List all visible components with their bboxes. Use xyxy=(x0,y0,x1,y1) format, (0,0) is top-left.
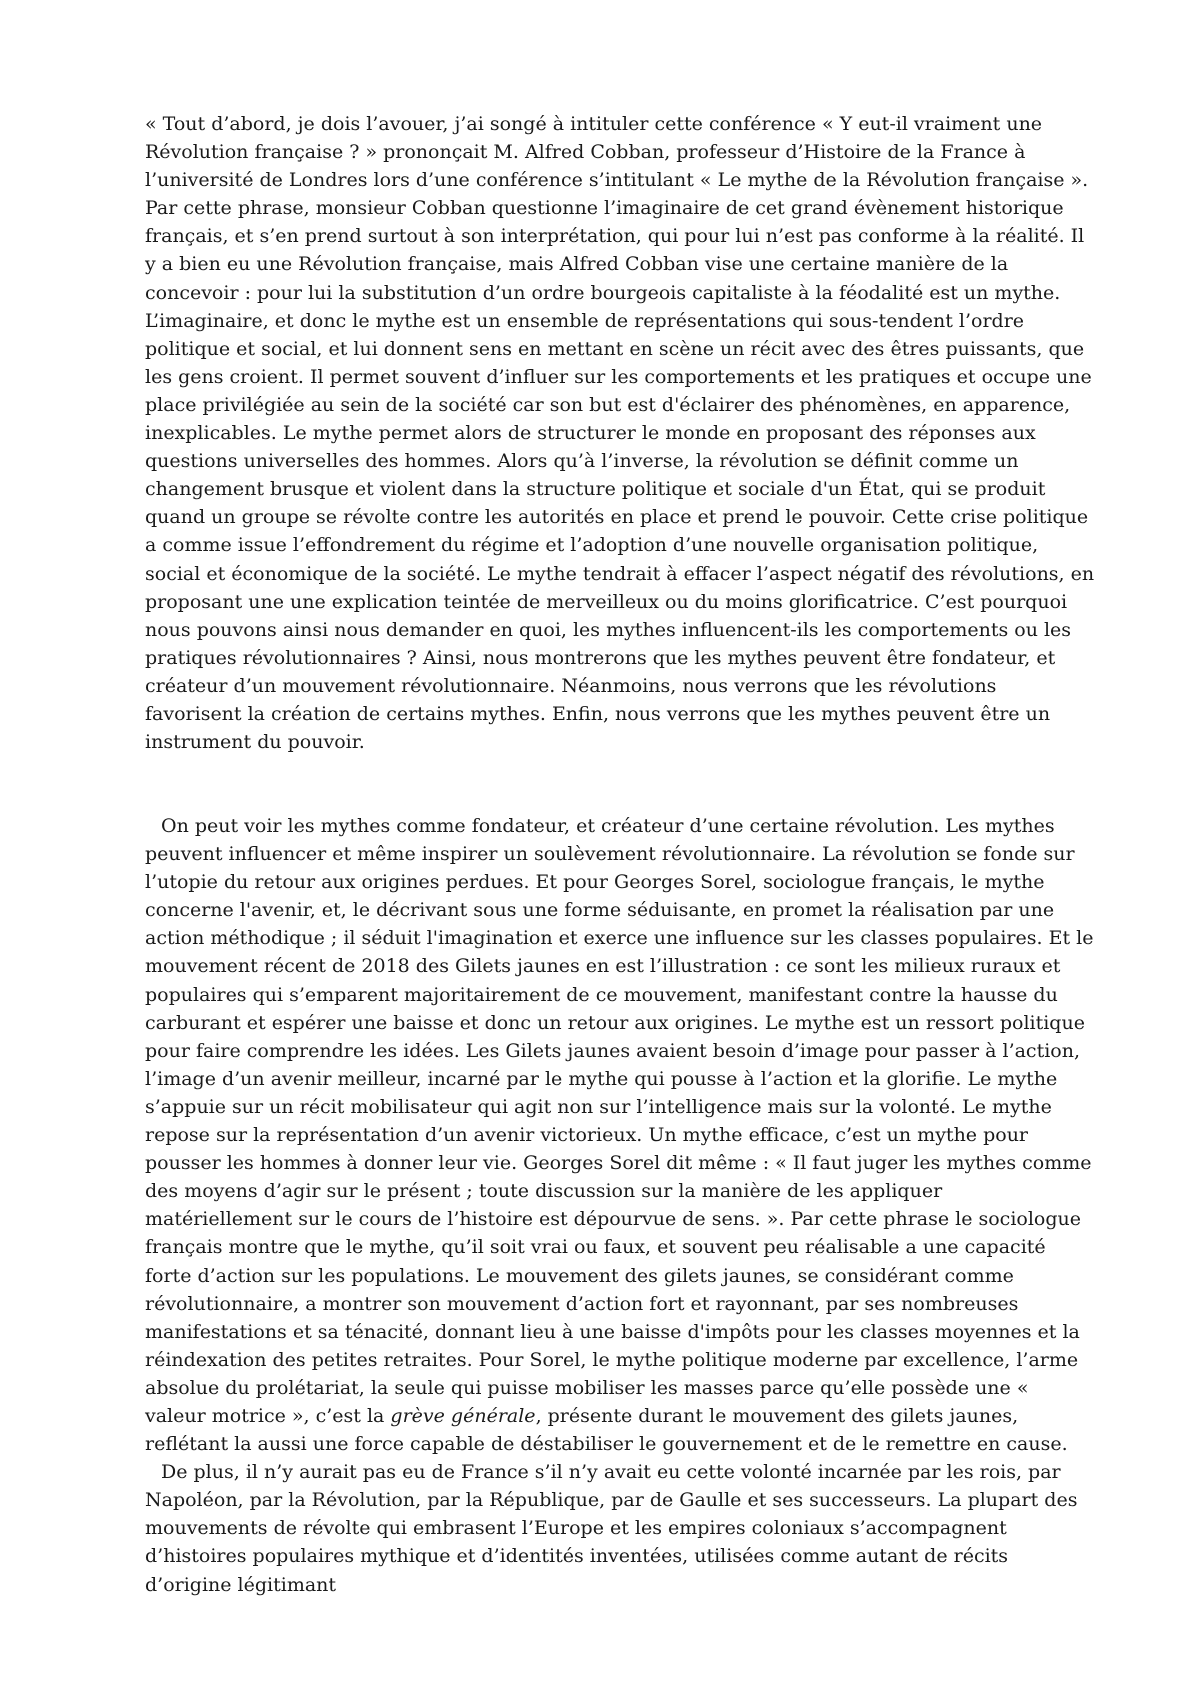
part2-text: De plus, il n’y aurait pas eu de France s’il n’y avait eu cette volonté incarnée par les rois, par Napoléon, par la Révolution, par la République, par de Gaulle et ses successeurs. La plupart des mouvements de révolte qui embrasent l’Europe et les empires coloniaux s’accompagnent d’histoires populaires mythique et d’identités inventées, utilisées comme autant de récits d’origine légitimant xyxy=(145,1461,1078,1596)
intro-text: « Tout d’abord, je dois l’avouer, j’ai songé à intituler cette conférence « Y eut-il vraiment une Révolution française ? » prononçait M. Alfred Cobban, professeur d’Histoire de la France à l’université de Londres lors d’une conférence s’intitulant « Le mythe de la Révolution française ». Par cette phrase, monsieur Cobban questionne l’imaginaire de cet grand évènement historique français, et s’en prend surtout à son interprétation, qui pour lui n’est pas conforme à la réalité. Il y a bien eu une Révolution française, mais Alfred Cobban vise une certaine manière de la concevoir : pour lui la substitution d’un ordre bourgeois capitaliste à la féodalité est un mythe. L’imaginaire, et donc le mythe est un ensemble de représentations qui sous-tendent l’ordre politique et social, et lui donnent sens en mettant en scène un récit avec des êtres puissants, que les gens croient. Il permet souvent d’influer sur les comportements et les pratiques et occupe une place privilégiée au sein de la société car son but est d'éclairer des phénomènes, en apparence, inexplicables. Le mythe permet alors de structurer le monde en proposant des réponses aux questions universelles des hommes. Alors qu’à l’inverse, la révolution se définit comme un changement brusque et violent dans la structure politique et sociale d'un État, qui se produit quand un groupe se révolte contre les autorités en place et prend le pouvoir. Cette crise politique a comme issue l’effondrement du régime et l’adoption d’une nouvelle organisation politique, social et économique de la société. Le mythe tendrait à effacer l’aspect négatif des révolutions, en proposant une une explication teintée de merveilleux ou du moins glorificatrice. C’est pourquoi nous pouvons ainsi nous demander en quoi, les mythes influencent-ils les comportements ou les pratiques révolutionnaires ? Ainsi, nous montrerons que les mythes peuvent être fondateur, et créateur d’un mouvement révolutionnaire. Néanmoins, nous verrons que les révolutions favorisent la création de certains mythes. Enfin, nous verrons que les mythes peuvent être un instrument du pouvoir. xyxy=(145,113,1095,754)
part1-text xyxy=(145,812,1095,1458)
part1-text-before: On peut voir les mythes comme fondateur, et créateur d’une certaine révolution. Les mythes peuvent influencer et même inspirer un soulèvement révolutionnaire. La révolution se fonde sur l’utopie du retour aux origines perdues. Et pour Georges Sorel, sociologue français, le mythe concerne l'avenir, et, le décrivant sous une forme séduisante, en promet la réalisation par une action méthodique ; il séduit l'imagination et exerce une influence sur les classes populaires. Et le mouvement récent de 2018 des Gilets jaunes en est l’illustration : ce sont les milieux ruraux et populaires qui s’emparent majoritairement de ce mouvement, manifestant contre la hausse du carburant et espérer une baisse et donc un retour aux origines. Le mythe est un ressort politique pour faire comprendre les idées. Les Gilets jaunes avaient besoin d’image pour passer à l’action, l’image d’un avenir meilleur, incarné par le mythe qui pousse à l’action et la glorifie. Le mythe s’appuie sur un récit mobilisateur qui agit non sur l’intelligence mais sur la volonté. Le mythe repose sur la représentation d’un avenir victorieux. Un mythe efficace, c’est un mythe pour pousser les hommes à donner leur vie. Georges Sorel dit même : « Il faut juger les mythes comme des moyens d’agir sur le présent ; toute discussion sur la manière de les appliquer matériellement sur le cours de l’histoire est dépourvue de sens. ». Par cette phrase le sociologue français montre que le mythe, qu’il soit vrai ou faux, et souvent peu réalisable a une capacité forte d’action sur les populations. Le mouvement des gilets jaunes, se considérant comme révolutionnaire, a montrer son mouvement d’action fort et rayonnant, par ses nombreuses manifestations et sa ténacité, donnant lieu à une baisse d'impôts pour les classes moyennes et la réindexation des petites retraites. Pour Sorel, le mythe politique moderne par excellence, l’arme absolue du prolétariat, la seule qui puisse mobiliser les masses parce qu’elle possède une « valeur motrice », c’est la xyxy=(145,815,1094,1427)
part1-emphasis: grève générale xyxy=(390,1404,536,1427)
intro-paragraph xyxy=(145,110,1095,756)
part1-text-after: , présente durant le mouvement des gilets jaunes, reflétant la aussi une force capable de déstabiliser le gouvernement et de le remettre en cause. xyxy=(145,1404,1068,1456)
part1-paragraph xyxy=(145,812,1095,1599)
